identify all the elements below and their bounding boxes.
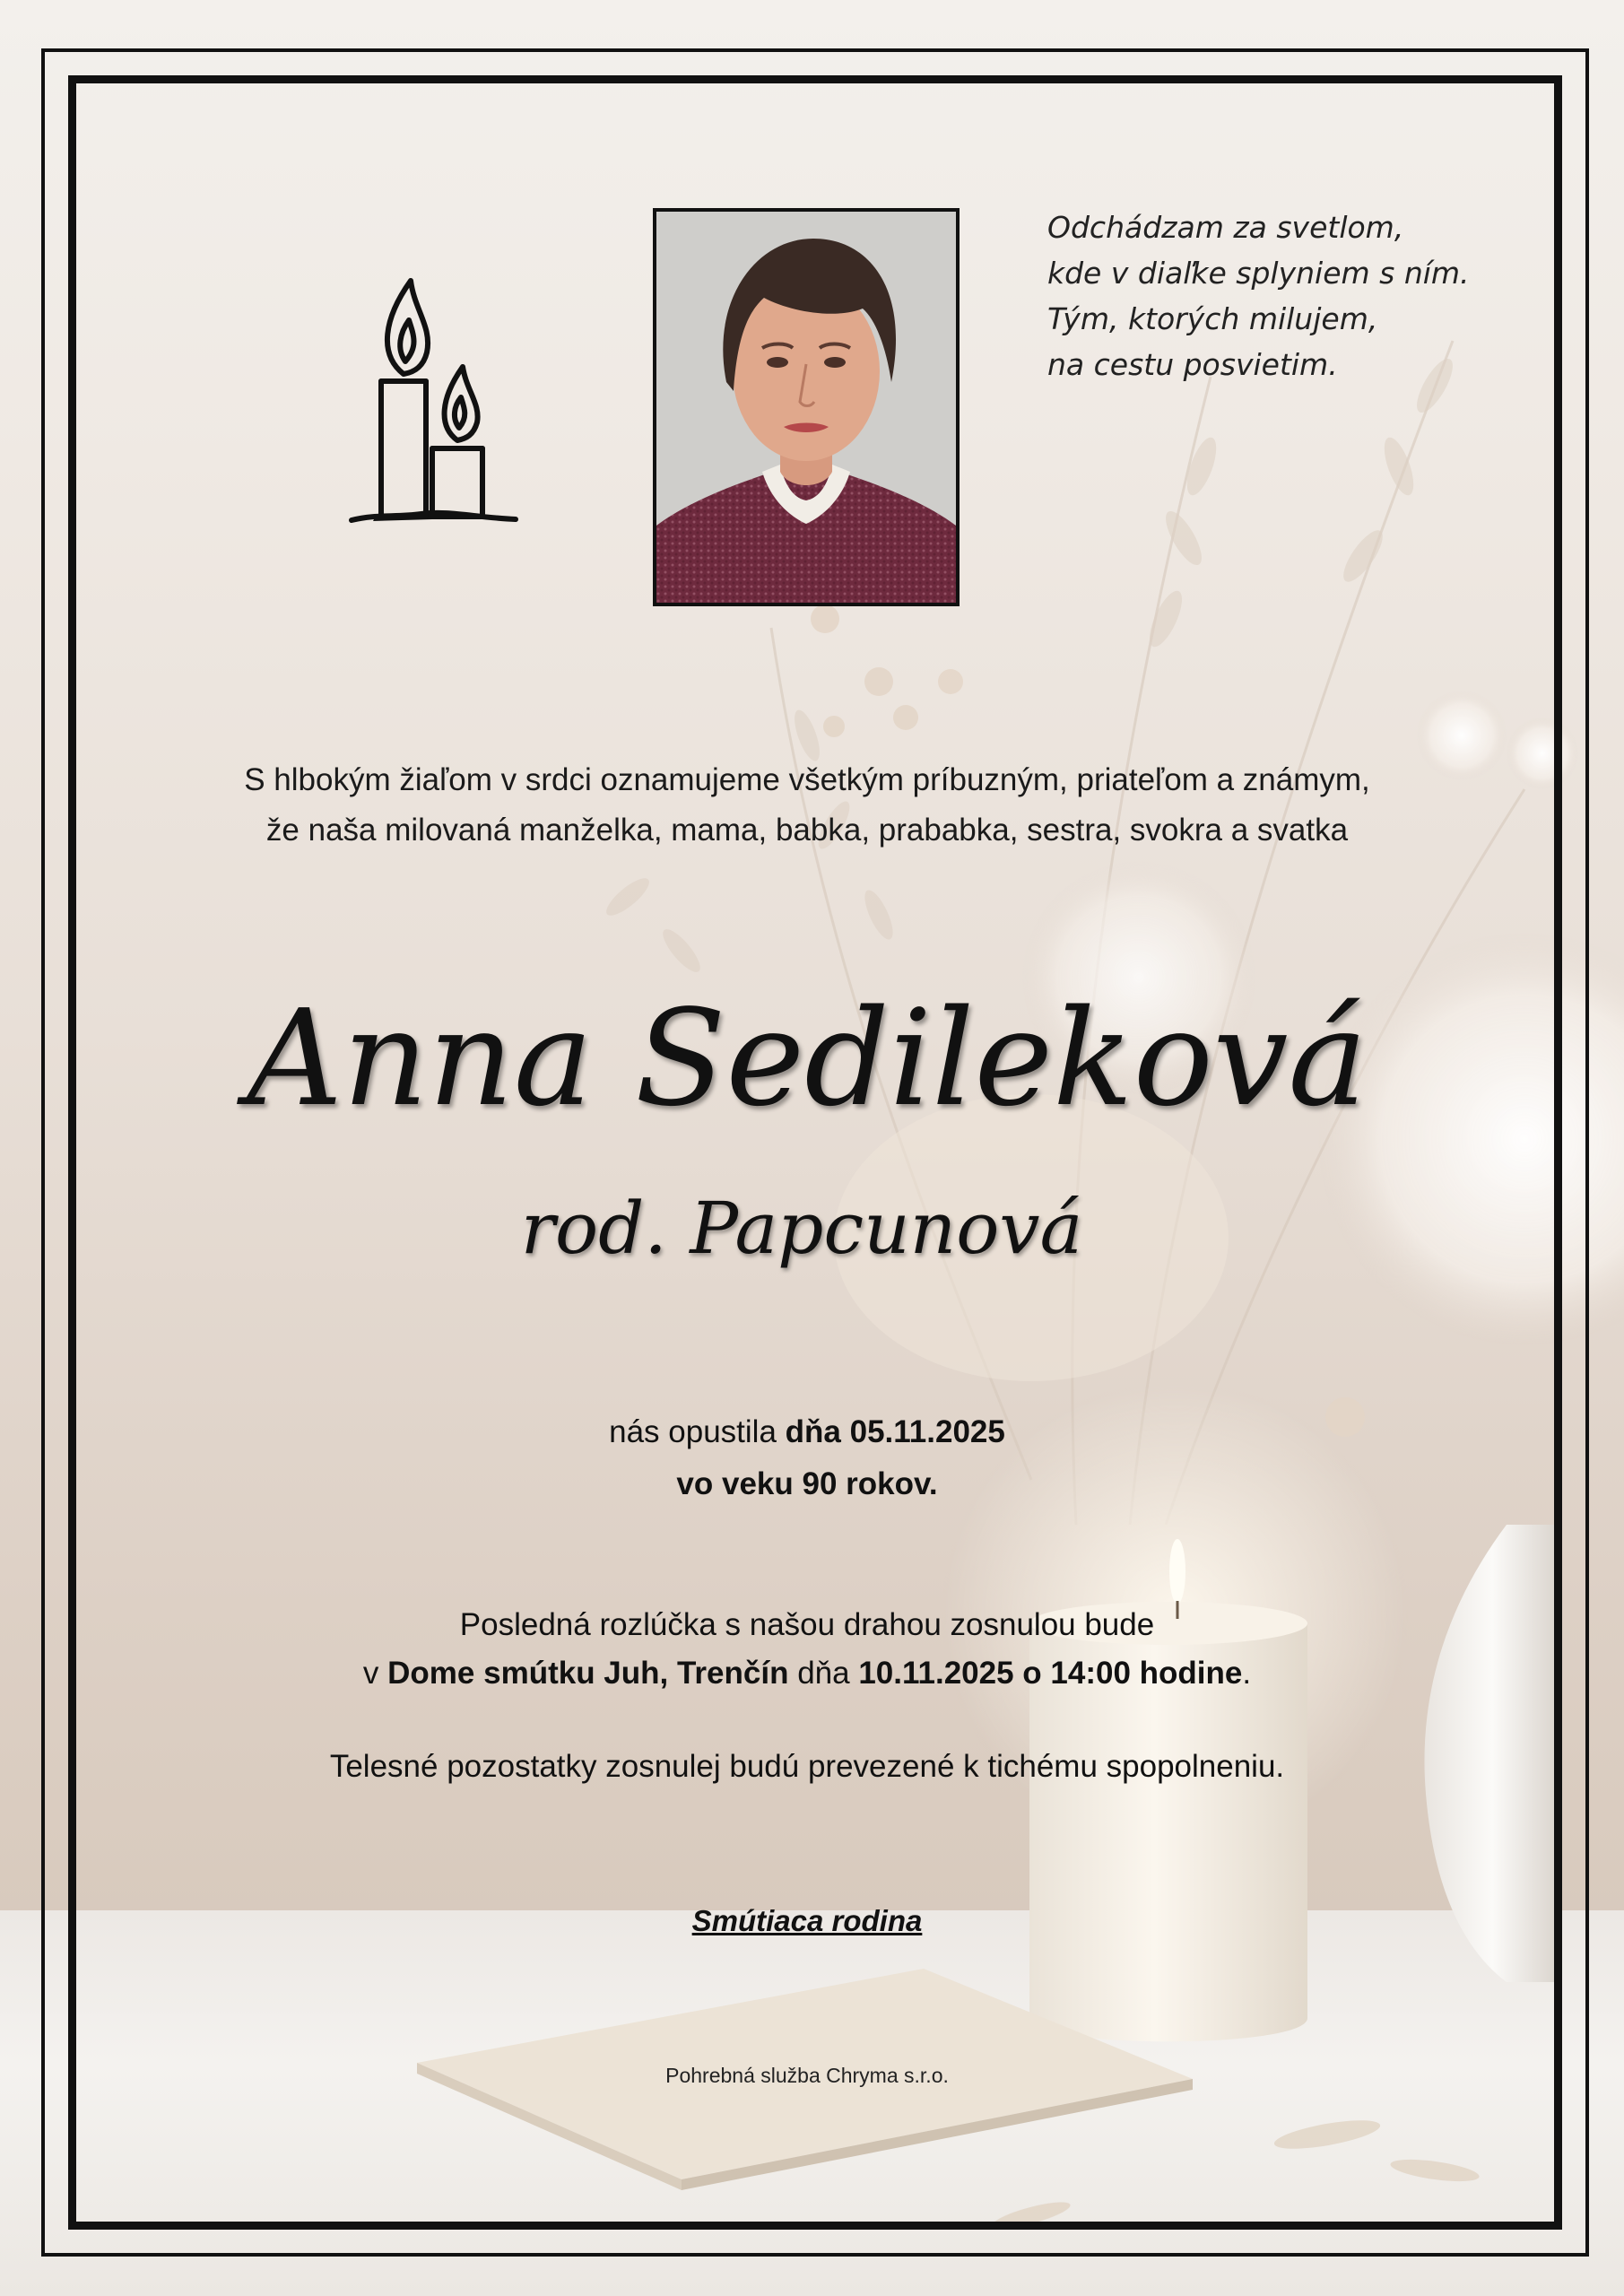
funeral-prep: v (362, 1656, 388, 1691)
death-age: vo veku 90 rokov. (676, 1466, 938, 1501)
funeral-mid: dňa (788, 1656, 859, 1691)
maiden-name-text: rod. Papcunová (520, 1187, 1083, 1270)
death-date-line (143, 1406, 1471, 1458)
deceased-name: Anna Sedileková (247, 981, 1368, 1135)
death-details (143, 1406, 1471, 1510)
death-age-line (143, 1458, 1471, 1510)
funeral-place: Dome smútku Juh, Trenčín (387, 1656, 789, 1691)
funeral-line1: Posledná rozlúčka s našou drahou zosnulou bude (459, 1607, 1155, 1642)
intro-line: že naša milovaná manželka, mama, babka, prababka, sestra, svokra a svatka (265, 813, 1349, 848)
funeral-end: . (1242, 1656, 1252, 1691)
remains-note: Telesné pozostatky zosnulej budú prevezené k tichému spopolneniu. (329, 1749, 1285, 1784)
death-date-prefix: nás opustila (609, 1414, 786, 1449)
verse-line: na cestu posvietim. (1047, 347, 1338, 382)
memorial-verse (1047, 204, 1514, 387)
verse-line: kde v diaľke splyniem s ním. (1047, 256, 1470, 291)
funeral-datetime: 10.11.2025 o 14:00 hodine (858, 1656, 1243, 1691)
funeral-details (143, 1601, 1471, 1698)
verse-line: Odchádzam za svetlom, (1047, 210, 1404, 245)
intro-line: S hlbokým žiaľom v srdci oznamujeme všetkým príbuzným, priateľom a známym, (244, 762, 1370, 797)
funeral-line2 (143, 1649, 1471, 1698)
verse-line: Tým, ktorých milujem, (1047, 301, 1378, 336)
family-signature: Smútiaca rodina (691, 1904, 923, 1937)
two-candles-icon (341, 274, 529, 534)
death-date: dňa 05.11.2025 (785, 1414, 1005, 1449)
portrait-photo (653, 208, 960, 606)
funeral-service-name: Pohrebná služba Chryma s.r.o. (665, 2064, 949, 2087)
maiden-name (143, 1179, 1471, 1278)
announcement-intro (143, 755, 1471, 856)
